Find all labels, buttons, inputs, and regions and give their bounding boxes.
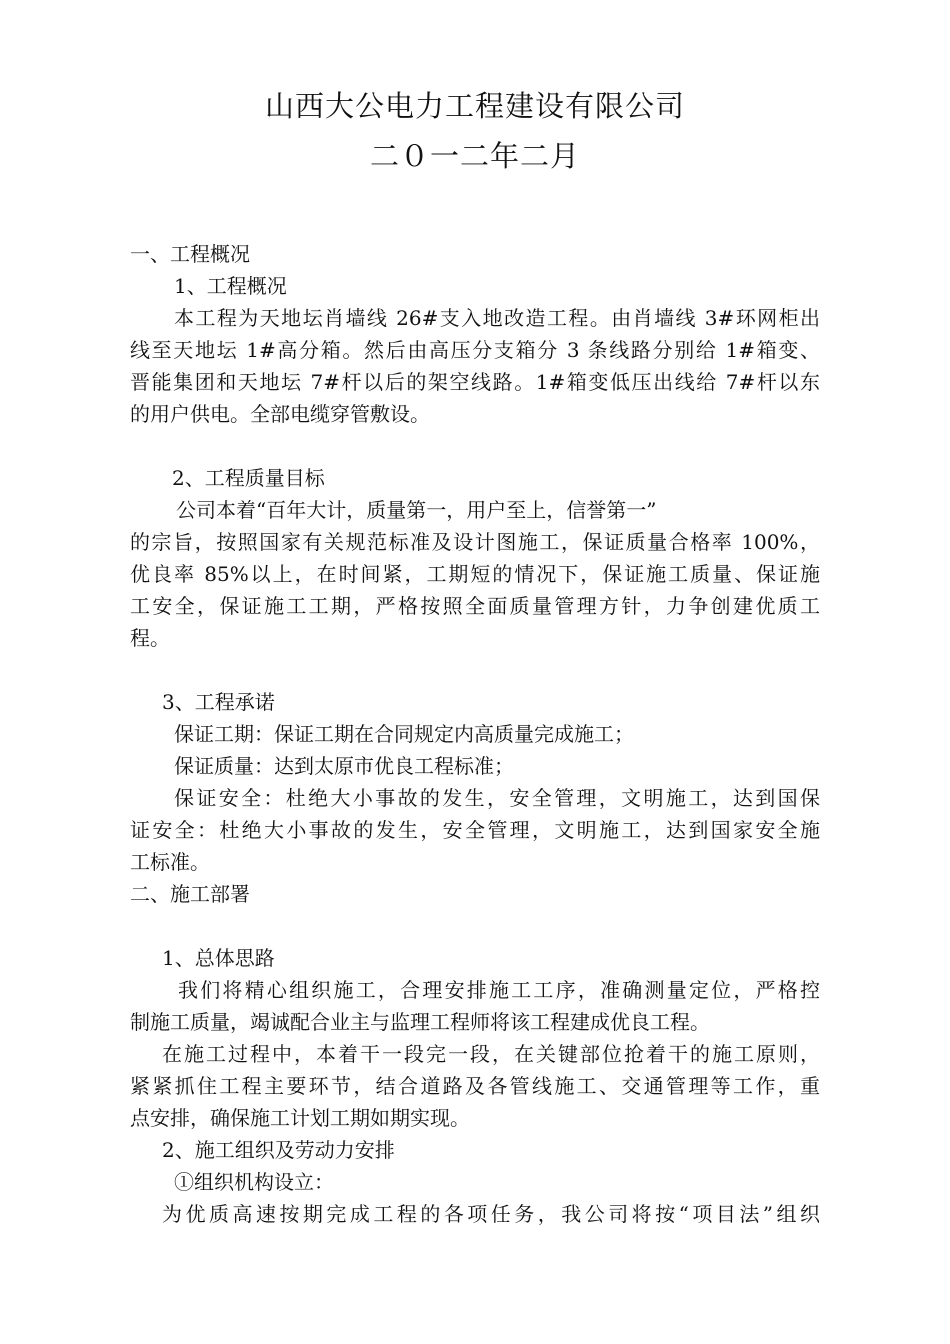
subsection-heading: 1、总体思路 xyxy=(162,946,275,970)
list-item: ①组织机构设立： xyxy=(174,1170,334,1194)
paragraph-line: 的用户供电。全部电缆穿管敷设。 xyxy=(130,402,430,426)
paragraph-line: 公司本着“百年大计，质量第一，用户至上，信誉第一” xyxy=(176,498,657,522)
document-date: 二０一二年二月 xyxy=(369,139,580,173)
paragraph-line: 工标准。 xyxy=(130,850,210,874)
section-heading: 二、施工部署 xyxy=(130,882,250,906)
paragraph-line: 本工程为天地坛肖墙线 26#支入地改造工程。由肖墙线 3#环网柜出 xyxy=(174,306,820,330)
subsection-heading: 2、施工组织及劳动力安排 xyxy=(162,1138,395,1162)
paragraph-line: 的宗旨，按照国家有关规范标准及设计图施工，保证质量合格率 100%， xyxy=(130,530,820,554)
paragraph-line: 保证质量：达到太原市优良工程标准； xyxy=(174,754,514,778)
company-title: 山西大公电力工程建设有限公司 xyxy=(264,89,685,123)
paragraph-line: 制施工质量，竭诚配合业主与监理工程师将该工程建成优良工程。 xyxy=(130,1010,710,1034)
document-body xyxy=(130,238,820,1230)
paragraph-line: 为优质高速按期完成工程的各项任务，我公司将按“项目法”组织 xyxy=(162,1202,820,1226)
paragraph-line: 证安全：杜绝大小事故的发生，安全管理，文明施工，达到国家安全施 xyxy=(130,818,820,842)
section-heading: 一、工程概况 xyxy=(130,242,250,266)
subsection-heading: 2、工程质量目标 xyxy=(172,466,325,490)
paragraph-line: 保证安全：杜绝大小事故的发生，安全管理，文明施工，达到国保 xyxy=(174,786,820,810)
paragraph-line: 程。 xyxy=(130,626,170,650)
paragraph-line: 线至天地坛 1#高分箱。然后由高压分支箱分 3 条线路分别给 1#箱变、 xyxy=(130,338,820,362)
paragraph-line: 优良率 85%以上，在时间紧，工期短的情况下，保证施工质量、保证施 xyxy=(130,562,820,586)
paragraph-line: 点安排，确保施工计划工期如期实现。 xyxy=(130,1106,470,1130)
paragraph-line: 紧紧抓住工程主要环节，结合道路及各管线施工、交通管理等工作，重 xyxy=(130,1074,820,1098)
paragraph-line: 晋能集团和天地坛 7#杆以后的架空线路。1#箱变低压出线给 7#杆以东 xyxy=(130,370,820,394)
paragraph-line: 保证工期：保证工期在合同规定内高质量完成施工； xyxy=(174,722,634,746)
paragraph-line: 工安全，保证施工工期，严格按照全面质量管理方针，力争创建优质工 xyxy=(130,594,820,618)
paragraph-line: 在施工过程中，本着干一段完一段，在关键部位抢着干的施工原则， xyxy=(162,1042,820,1066)
subsection-heading: 3、工程承诺 xyxy=(162,690,275,714)
paragraph-line: 我们将精心组织施工，合理安排施工工序，准确测量定位，严格控 xyxy=(178,978,820,1002)
subsection-heading: 1、工程概况 xyxy=(174,274,287,298)
